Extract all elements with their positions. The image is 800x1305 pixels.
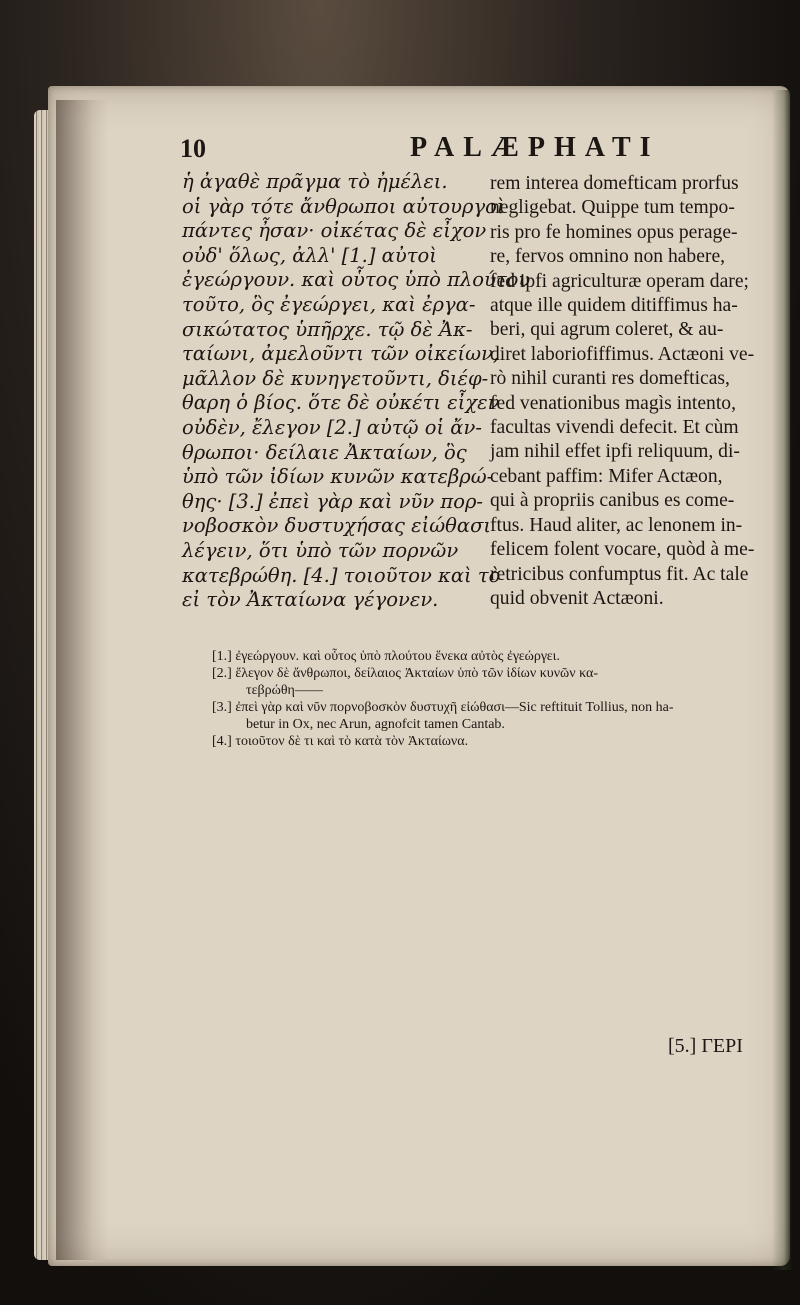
latin-text-line: diret laboriofiffimus. Actæoni ve- <box>490 343 755 365</box>
page-gutter <box>56 100 108 1260</box>
greek-text-line: ὑπὸ τῶν ἰδίων κυνῶν κατεβρώ- <box>182 465 494 489</box>
greek-text-line: σικώτατος ὑπῆρχε. τῷ δὲ Ἀκ- <box>182 317 473 341</box>
footnote-line: betur in Ox, nec Arun, agnofcit tamen Cantab. <box>246 717 505 732</box>
latin-text-line: ftus. Haud aliter, ac lenonem in- <box>490 514 743 536</box>
latin-text-line: rem interea domefticam prorfus <box>490 173 739 194</box>
latin-text-line: negligebat. Quippe tum tempo- <box>490 197 735 219</box>
footnote-line: [3.] ἐπεὶ γὰρ καὶ νῦν πορνοβοσκὸν δυστυχῆ εἰώθασι—Sic reftituit Tollius, non ha- <box>212 700 674 715</box>
footnote-line: [1.] ἐγεώργουν. καὶ οὗτος ὑπὸ πλούτου ἕνεκα αὐτὸς ἐγεώργει. <box>212 649 560 664</box>
latin-text-line: retricibus confumptus fit. Ac tale <box>490 563 749 585</box>
footnote-line: τεβρώθη—— <box>246 683 323 698</box>
latin-text-line: qui à propriis canibus es come- <box>490 490 735 512</box>
latin-text-line: felicem folent vocare, quòd à me- <box>490 539 755 561</box>
footnotes <box>212 648 772 750</box>
greek-column <box>182 170 531 613</box>
greek-text-line: μᾶλλον δὲ κυνηγετοῦντι, διέφ- <box>182 366 489 390</box>
greek-text-line: θρωποι· δείλαιε Ἀκταίων, ὃς <box>182 440 467 464</box>
latin-text-line: rò nihil curanti res domefticas, <box>490 368 730 390</box>
latin-text-line: quid obvenit Actæoni. <box>490 587 664 609</box>
latin-text-line: cebant paffim: Mifer Actæon, <box>490 465 723 487</box>
greek-text-line: νοβοσκὸν δυστυχήσας εἰώθασι <box>182 514 492 538</box>
page-header <box>180 132 770 172</box>
greek-text-line: τοῦτο, ὃς ἐγεώργει, καὶ ἐργα- <box>182 292 476 316</box>
latin-text-line: facultas vivendi defecit. Et cùm <box>490 417 739 439</box>
greek-text-line: οὐδ' ὅλως, ἀλλ' [1.] αὐτοὶ <box>182 243 437 267</box>
latin-text-line: fed venationibus magìs intento, <box>490 392 736 414</box>
greek-text-line: θαρη ὁ βίος. ὅτε δὲ οὐκέτι εἶχεν <box>182 391 500 415</box>
catchword: [5.] ΓΕΡΙ <box>668 1035 743 1057</box>
greek-text-line: κατεβρώθη. [4.] τοιοῦτον καὶ τὸ <box>182 563 501 587</box>
footnote-line: [4.] τοιοῦτον δὲ τι καὶ τὸ κατὰ τὸν Ἀκταίωνα. <box>212 734 469 749</box>
page-number: 10 <box>180 134 206 163</box>
latin-text-line: ris pro fe homines opus perage- <box>490 221 738 243</box>
greek-text-line: ἐγεώργουν. καὶ οὗτος ὑπὸ πλούτου <box>182 268 531 292</box>
latin-text-line: fed ipfi agriculturæ operam dare; <box>490 270 749 292</box>
greek-text-line: λέγειν, ὅτι ὑπὸ τῶν πορνῶν <box>182 538 459 562</box>
running-title: PALÆPHATI <box>410 132 660 163</box>
latin-text-line: re, fervos omnino non habere, <box>490 246 726 268</box>
greek-text-line: θης· [3.] ἐπεὶ γὰρ καὶ νῦν πορ- <box>182 489 484 513</box>
greek-text-line: οὐδὲν, ἔλεγον [2.] αὐτῷ οἱ ἄν- <box>182 415 482 439</box>
footnote-line: [2.] ἔλεγον δὲ ἄνθρωποι, δείλαιος Ἀκταίων ὑπὸ τῶν ἰδίων κυνῶν κα- <box>212 666 599 681</box>
greek-text-line: οἱ γὰρ τότε ἄνθρωποι αὐτουργοὶ <box>182 194 505 218</box>
greek-text-line: ἡ ἀγαθὲ πρᾶγμα τὸ ἠμέλει. <box>182 170 448 193</box>
greek-text-line: ταίωνι, ἀμελοῦντι τῶν οἰκείων, <box>182 342 500 366</box>
latin-column <box>490 172 790 611</box>
greek-text-line: πάντες ἦσαν· οἰκέτας δὲ εἶχον <box>182 219 487 243</box>
latin-text-line: beri, qui agrum coleret, & au- <box>490 319 724 341</box>
latin-text-line: jam nihil effet ipfi reliquum, di- <box>490 441 740 463</box>
greek-text-line: εἰ τὸν Ἀκταίωνα γέγονεν. <box>182 588 439 612</box>
latin-text-line: atque ille quidem ditiffimus ha- <box>490 295 738 317</box>
